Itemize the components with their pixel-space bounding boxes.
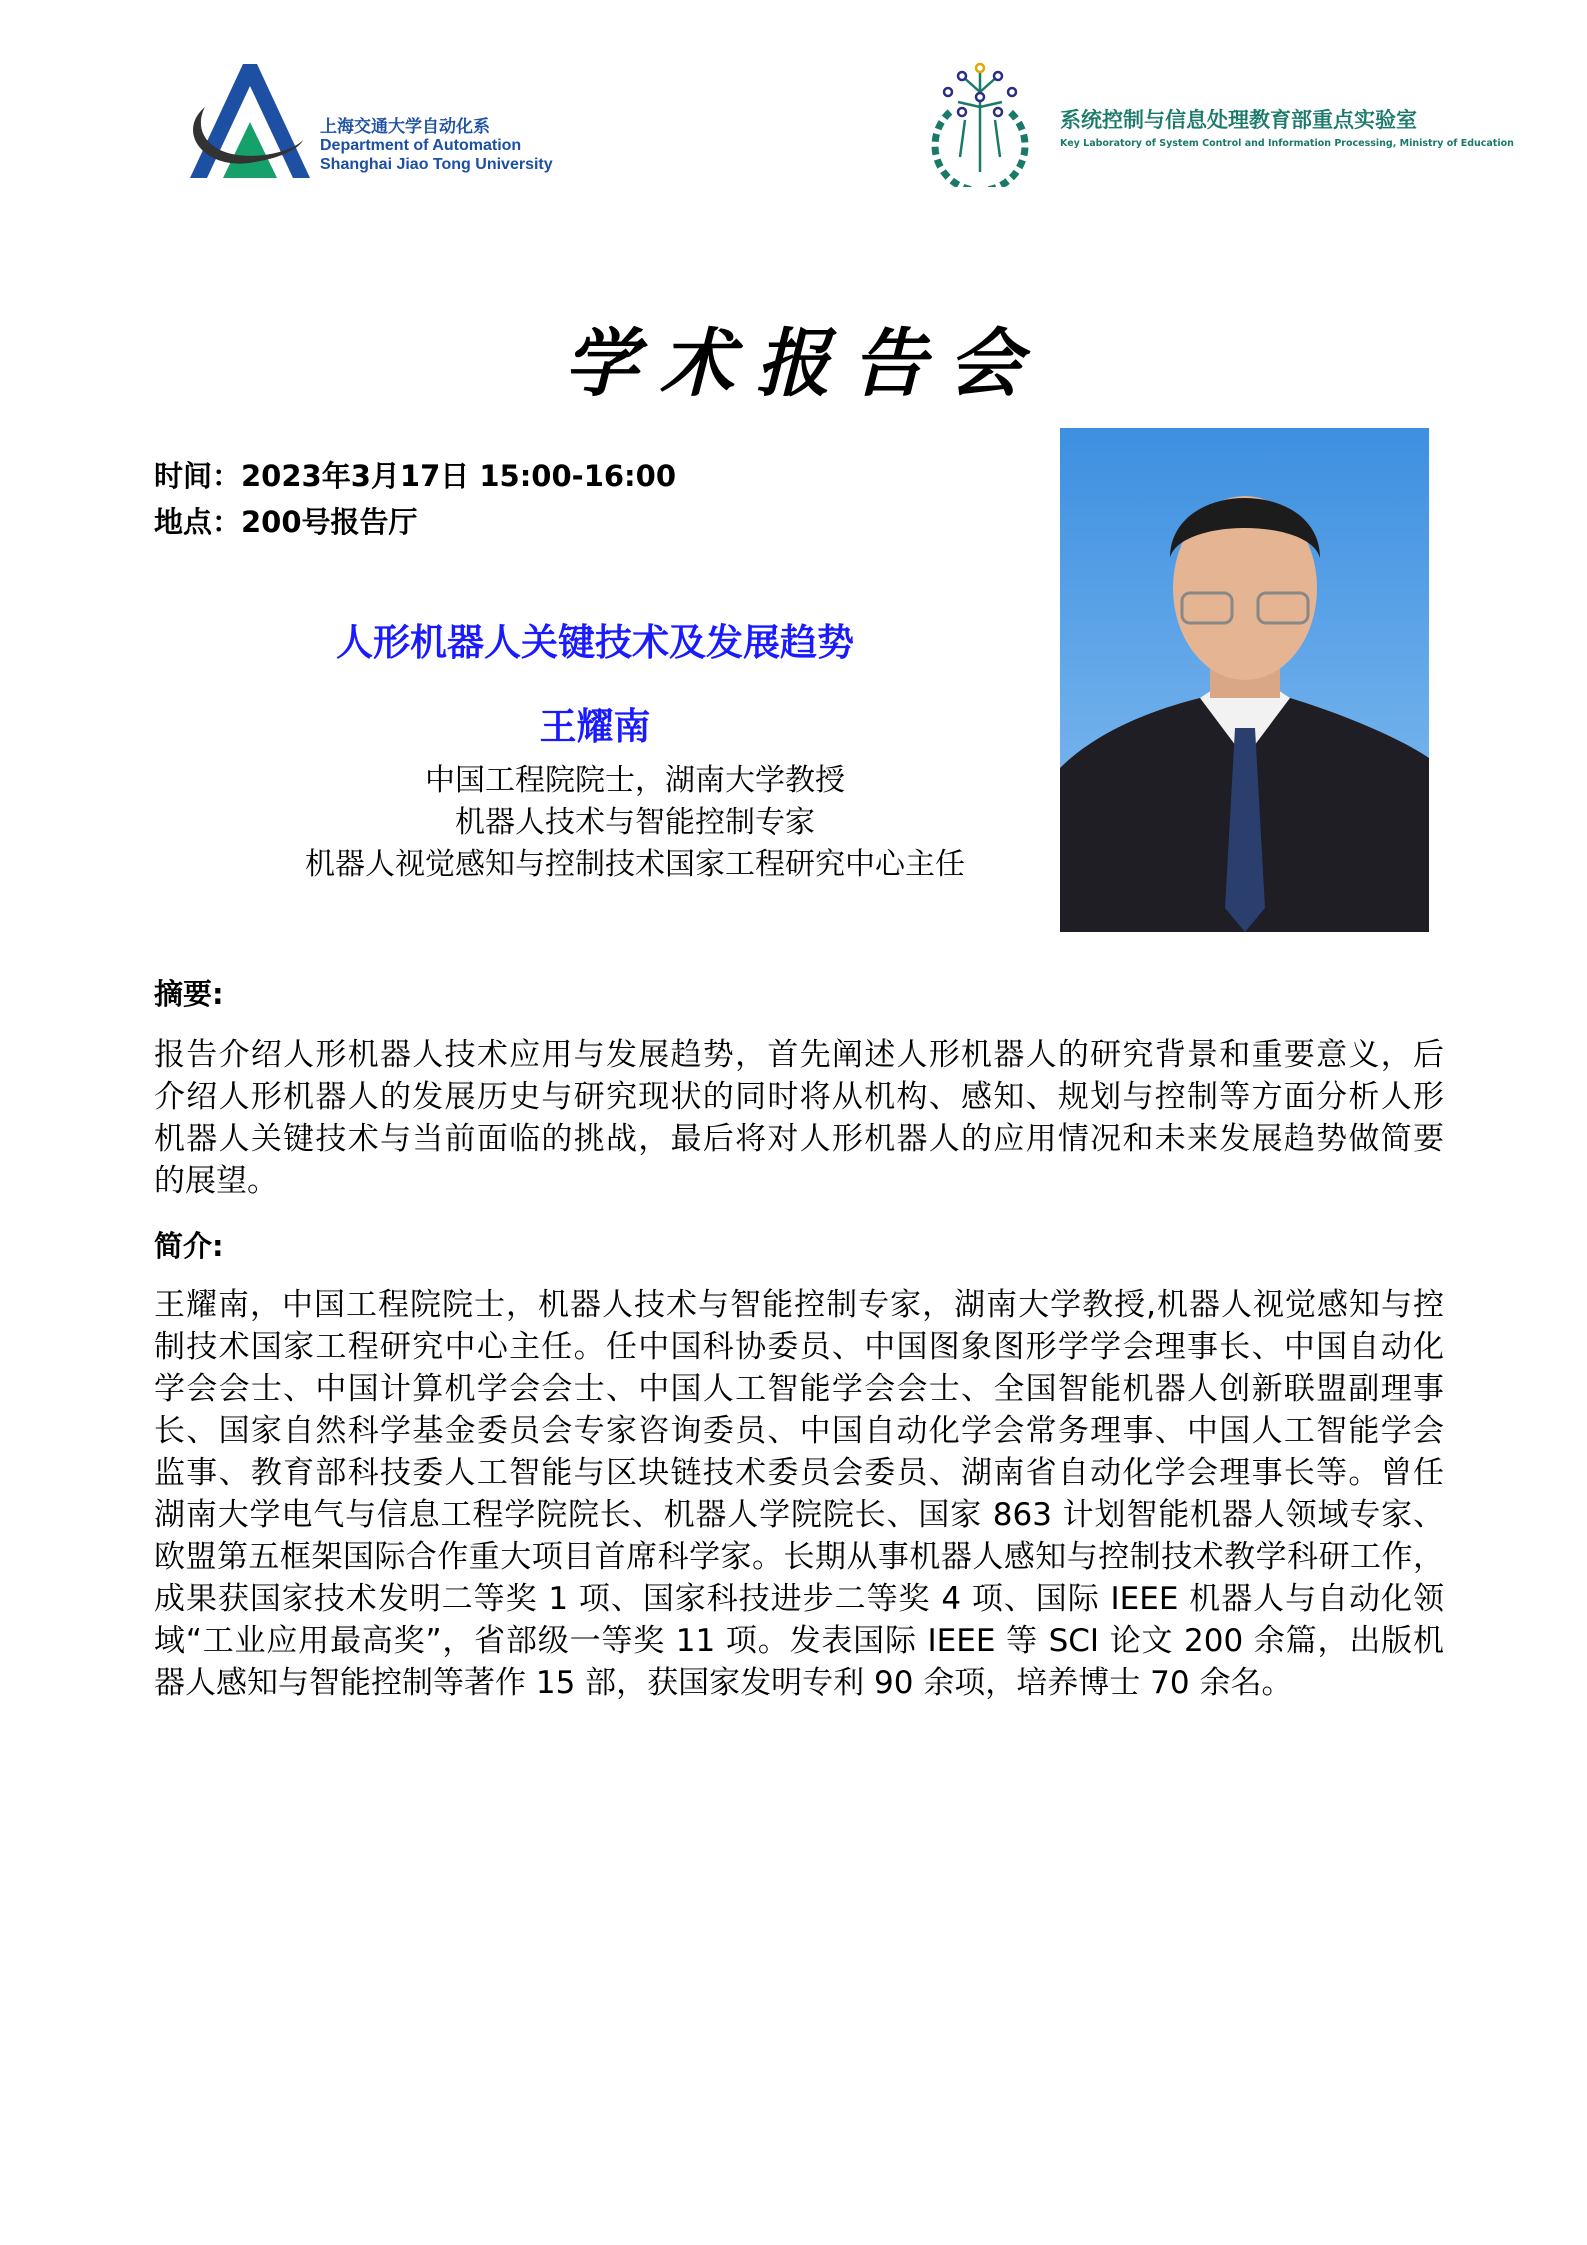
- speaker-affiliation: 机器人技术与智能控制专家: [455, 805, 815, 840]
- speaker-affiliation: 中国工程院院士，湖南大学教授: [425, 763, 845, 798]
- sjtu-logo-en2: Shanghai Jiao Tong University: [320, 156, 553, 173]
- abstract-heading: 摘要:: [154, 977, 224, 1011]
- speaker-photo: [1060, 428, 1429, 932]
- key-lab-logo-en: Key Laboratory of System Control and Information Processing, Ministry of Education: [1060, 138, 1514, 149]
- bio-line: 湖南大学电气与信息工程学院院长、机器人学院院长、国家 863 计划智能机器人领域专家、: [154, 1497, 1444, 1533]
- speaker-affiliation: 机器人视觉感知与控制技术国家工程研究中心主任: [305, 847, 965, 882]
- sjtu-a-logo-icon: [185, 62, 320, 182]
- bio-line: 长、国家自然科学基金委员会专家咨询委员、中国自动化学会常务理事、中国人工智能学会: [154, 1413, 1444, 1449]
- bio-line: 器人感知与智能控制等著作 15 部，获国家发明专利 90 余项，培养博士 70 余名。: [154, 1665, 1293, 1701]
- bio-text: [154, 1284, 1444, 1704]
- event-time: 时间：2023年3月17日 15:00-16:00: [154, 459, 677, 493]
- sjtu-logo-en1: Department of Automation: [320, 137, 522, 154]
- sjtu-logo-cn: 上海交通大学自动化系: [320, 117, 490, 136]
- abstract-line: 介绍人形机器人的发展历史与研究现状的同时将从机构、感知、规划与控制等方面分析人形: [154, 1079, 1444, 1115]
- bio-line: 域“工业应用最高奖”，省部级一等奖 11 项。发表国际 IEEE 等 SCI 论文 200 余篇，出版机: [154, 1623, 1444, 1659]
- bio-line: 学会会士、中国计算机学会会士、中国人工智能学会会士、全国智能机器人创新联盟副理事: [154, 1371, 1444, 1407]
- bio-heading: 简介:: [154, 1229, 224, 1263]
- abstract-line: 报告介绍人形机器人技术应用与发展趋势，首先阐述人形机器人的研究背景和重要意义，后: [154, 1037, 1444, 1073]
- abstract-line: 机器人关键技术与当前面临的挑战，最后将对人形机器人的应用情况和未来发展趋势做简要: [154, 1121, 1444, 1157]
- bio-line: 王耀南，中国工程院院士，机器人技术与智能控制专家，湖南大学教授,机器人视觉感知与控: [154, 1287, 1444, 1323]
- gear-circuit-logo-icon: [920, 62, 1040, 187]
- sjtu-automation-logo: [185, 62, 585, 182]
- bio-line: 欧盟第五框架国际合作重大项目首席科学家。长期从事机器人感知与控制技术教学科研工作，: [154, 1539, 1444, 1575]
- abstract-line: 的展望。: [154, 1163, 278, 1199]
- bio-line: 监事、教育部科技委人工智能与区块链技术委员会委员、湖南省自动化学会理事长等。曾任: [154, 1455, 1444, 1491]
- bio-line: 成果获国家技术发明二等奖 1 项、国家科技进步二等奖 4 项、国际 IEEE 机器人与自动化领: [154, 1581, 1444, 1617]
- bio-line: 制技术国家工程研究中心主任。任中国科协委员、中国图象图形学学会理事长、中国自动化: [154, 1329, 1444, 1365]
- key-lab-logo-cn: 系统控制与信息处理教育部重点实验室: [1060, 108, 1417, 132]
- abstract-text: [154, 1034, 1444, 1202]
- speaker-name: 王耀南: [539, 705, 651, 748]
- talk-topic: 人形机器人关键技术及发展趋势: [336, 621, 854, 664]
- event-place: 地点：200号报告厅: [154, 505, 418, 539]
- key-lab-logo: [920, 62, 1514, 192]
- page-title: 学术报告会: [564, 321, 1044, 407]
